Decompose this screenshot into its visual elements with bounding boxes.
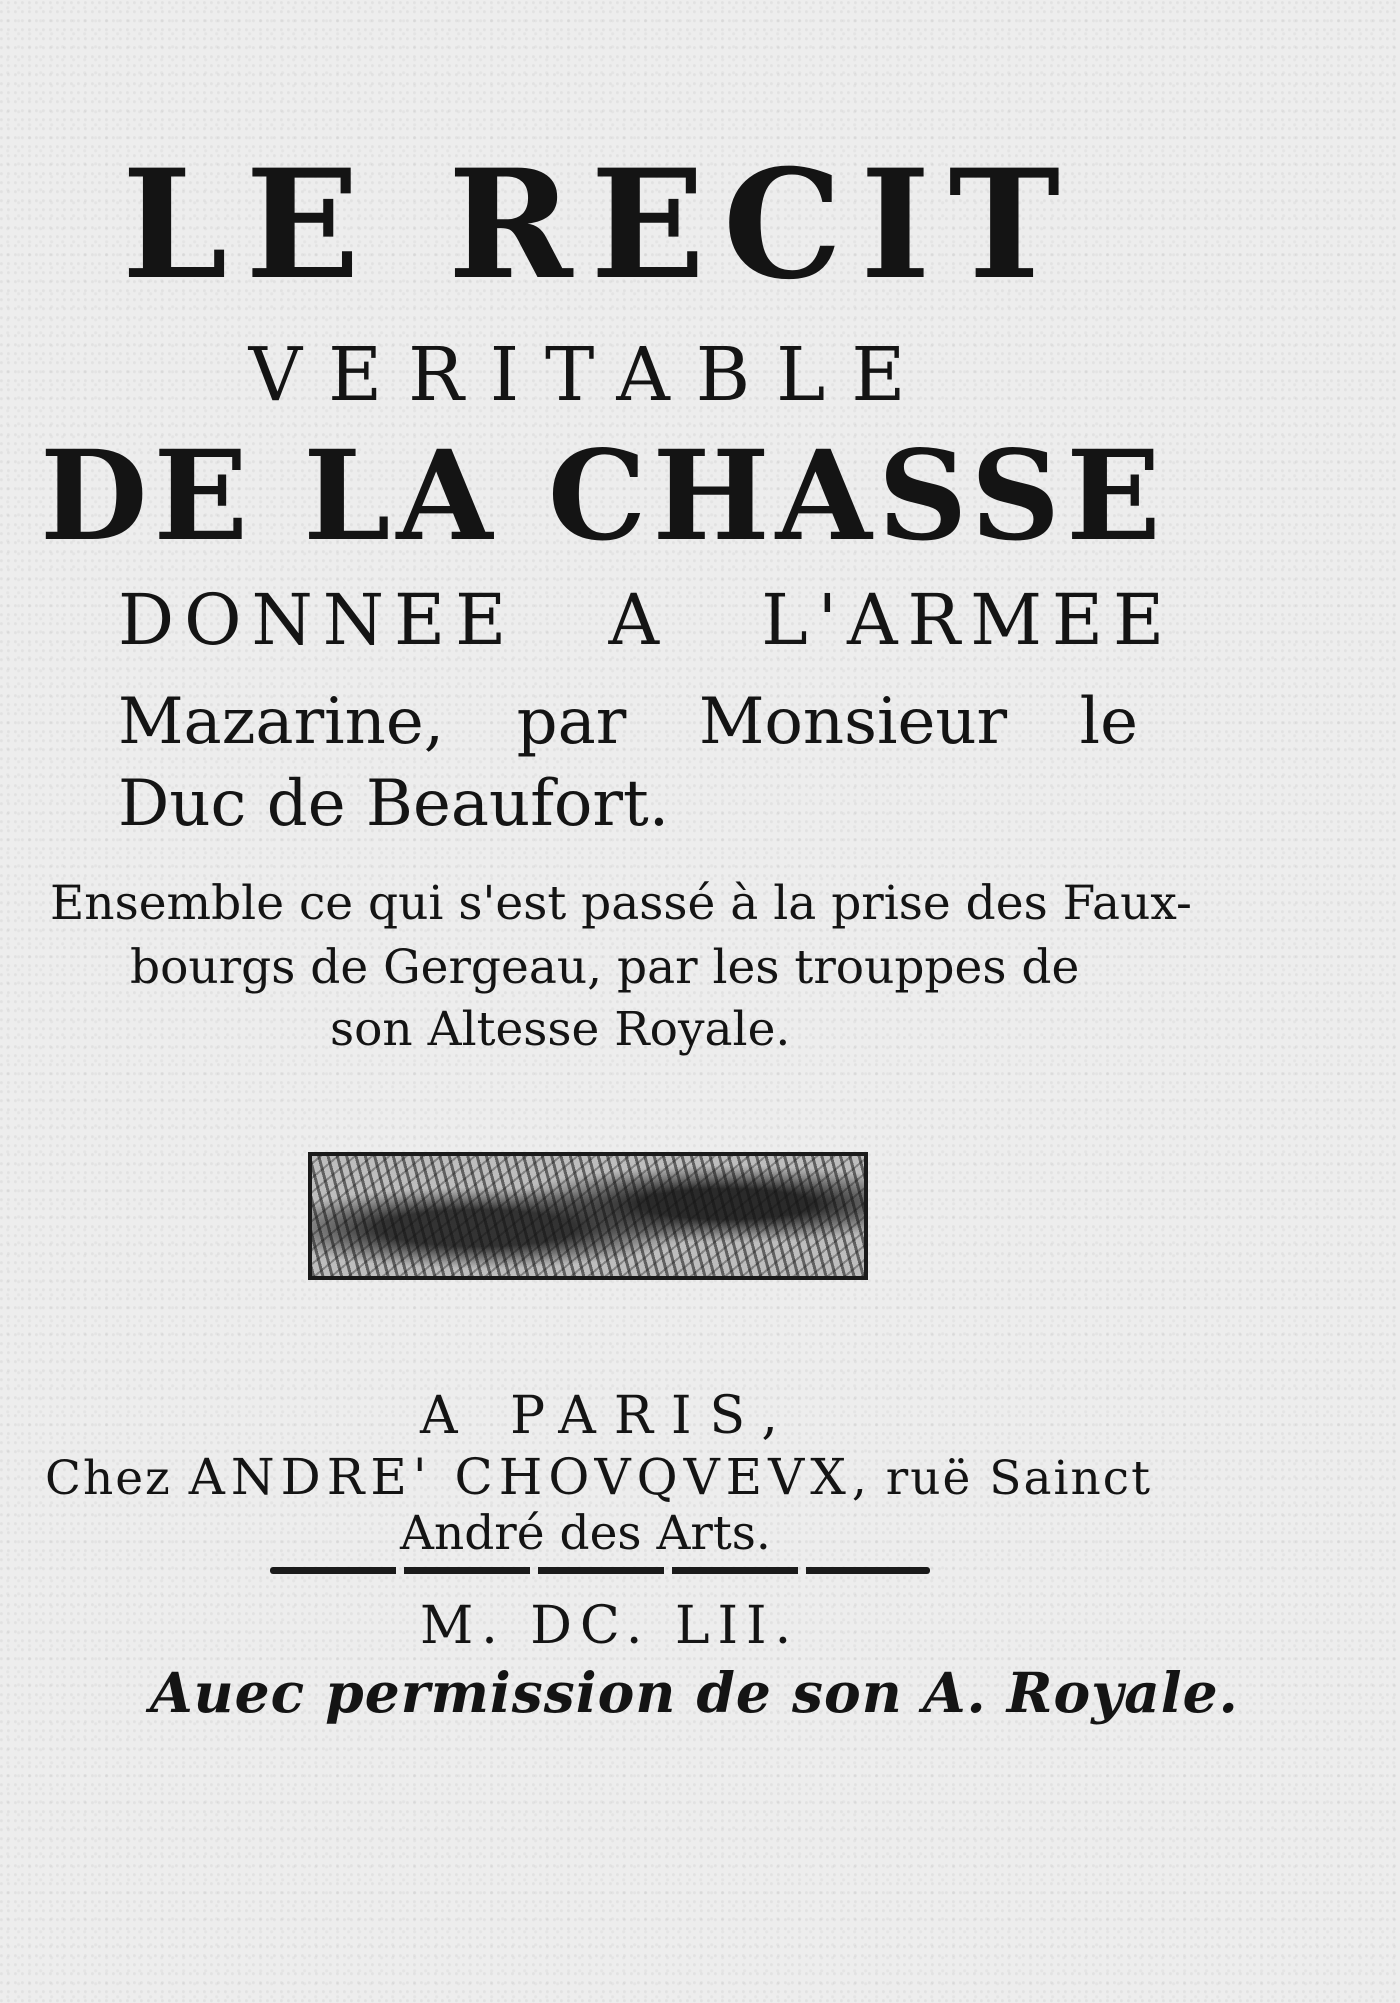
title-line-1: LE RECIT xyxy=(121,137,1079,313)
imprint-city: A PARIS, xyxy=(420,1386,796,1446)
title-line-6: Duc de Beaufort. xyxy=(118,767,670,841)
library-stamp xyxy=(1261,42,1370,159)
title-line-2: VERITABLE xyxy=(248,332,932,418)
woodcut-hunting-scene xyxy=(308,1152,868,1280)
imprint-chez: Chez xyxy=(45,1451,172,1506)
imprint-publisher-line xyxy=(45,1448,1152,1506)
title-line-5: Mazarine, par Monsieur le xyxy=(118,685,1138,759)
subtitle-line-3: son Altesse Royale. xyxy=(330,1002,791,1057)
title-line-4: DONNEE A L'ARMEE xyxy=(118,579,1175,661)
subtitle-line-2: bourgs de Gergeau, par les trouppes de xyxy=(130,940,1080,995)
imprint-street: , ruë Sainct xyxy=(851,1451,1152,1506)
subtitle-line-1: Ensemble ce qui s'est passé à la prise des Faux- xyxy=(50,876,1192,931)
permission-line: Auec permission de son A. Royale. xyxy=(150,1660,1239,1725)
publication-year: M. DC. LII. xyxy=(420,1596,800,1656)
title-line-3: DE LA CHASSE xyxy=(40,424,1167,569)
horizontal-rule xyxy=(270,1567,930,1574)
imprint-printer: ANDRE' CHOVQVEVX xyxy=(188,1448,852,1506)
imprint-street-line: André des Arts. xyxy=(400,1506,771,1561)
